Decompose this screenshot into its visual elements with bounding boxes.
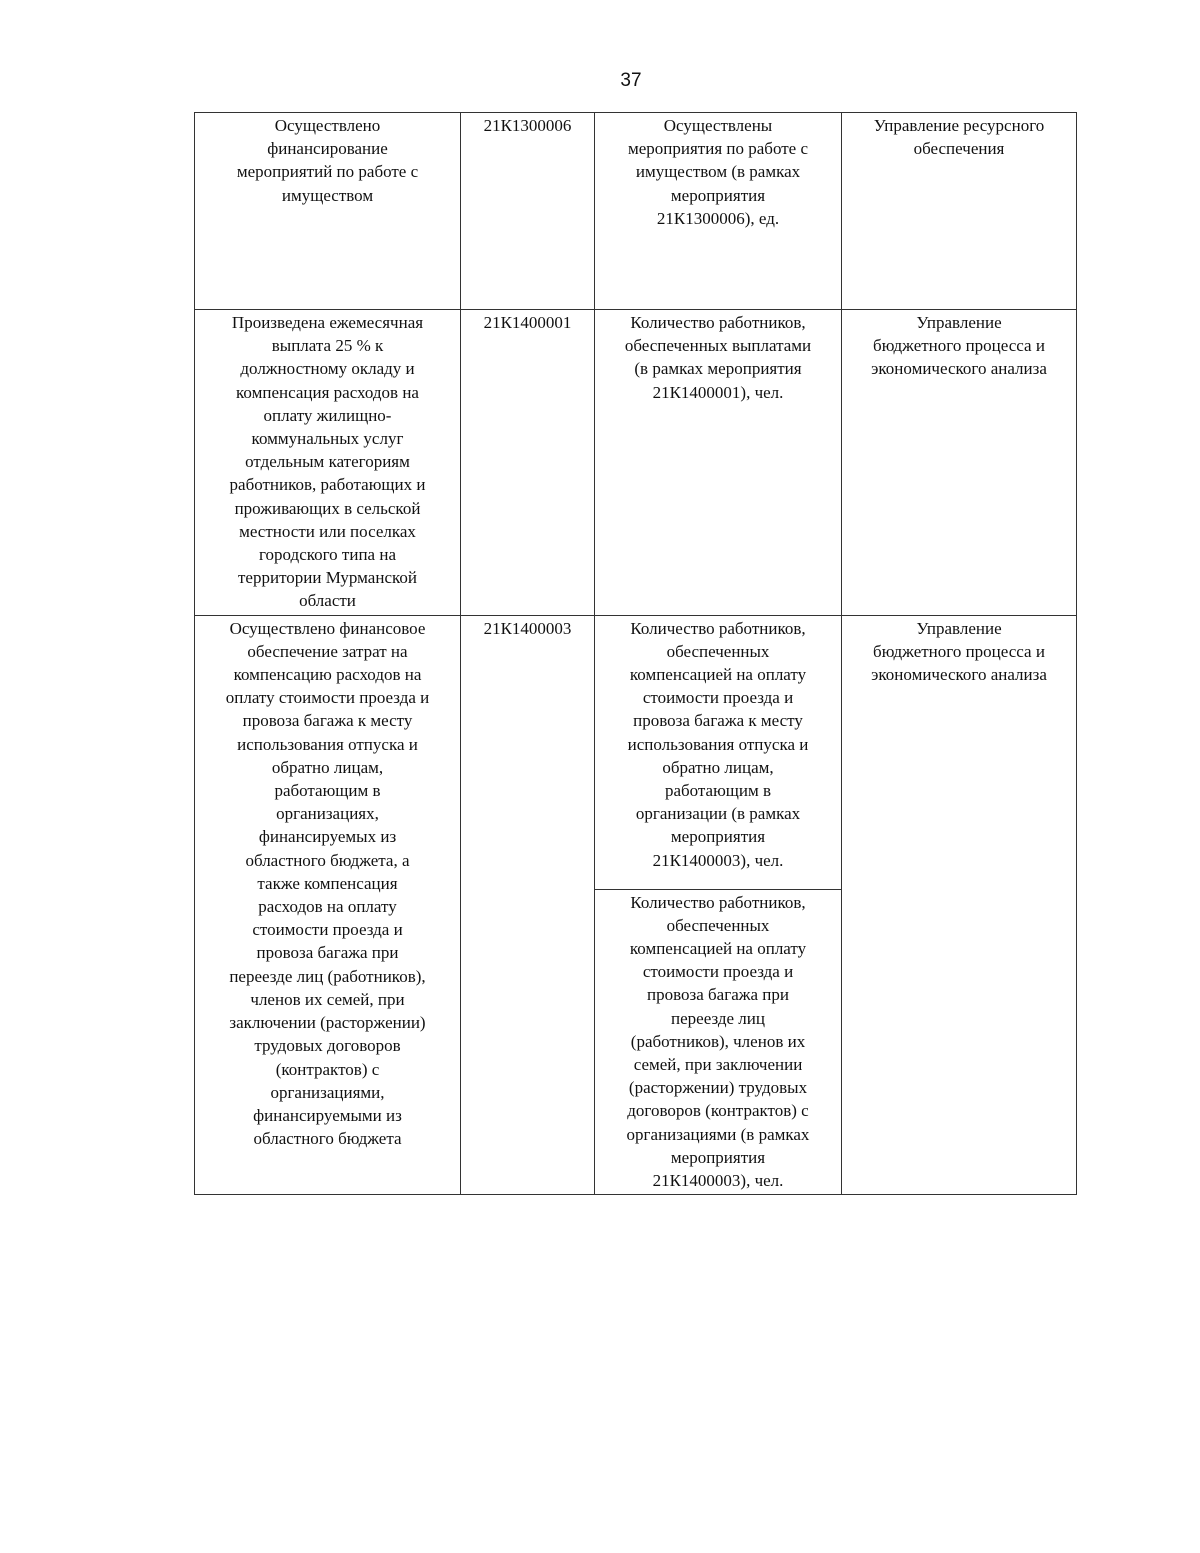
table-row xyxy=(195,310,1077,616)
table-row xyxy=(195,113,1077,310)
code-cell: 21К1400001 xyxy=(461,310,595,616)
responsible-cell: Управление ресурсного обеспечения xyxy=(842,113,1077,310)
page-number: 37 xyxy=(620,70,642,91)
table-row xyxy=(195,615,1077,889)
result-cell: Осуществлено финансирование мероприятий по работе с имуществом xyxy=(195,113,461,310)
indicator-cell: Количество работников, обеспеченных выплатами (в рамках мероприятия 21К1400001), чел. xyxy=(595,310,842,616)
document-table xyxy=(194,112,1077,1195)
code-cell: 21К1400003 xyxy=(461,615,595,1195)
result-cell: Произведена ежемесячная выплата 25 % к должностному окладу и компенсация расходов на оплату жилищно- коммунальных услуг отдельным категориям работников, работающих и проживающих в сельской местности или поселках городского типа на территории Мурманской области xyxy=(195,310,461,616)
indicator-cell: Количество работников, обеспеченных компенсацией на оплату стоимости проезда и провоза багажа при переезде лиц (работников), членов их семей, при заключении (расторжении) трудовых договоров (контрактов) с организациями (в рамках мероприятия 21К1400003), чел. xyxy=(595,889,842,1195)
result-cell: Осуществлено финансовое обеспечение затрат на компенсацию расходов на оплату стоимости проезда и провоза багажа к месту использования отпуска и обратно лицам, работающим в организациях, финансируемых из областного бюджета, а также компенсация расходов на оплату стоимости проезда и провоза багажа при переезде лиц (работников), членов их семей, при заключении (расторжении) трудовых договоров (контрактов) с организациями, финансируемыми из областного бюджета xyxy=(195,615,461,1195)
responsible-cell: Управление бюджетного процесса и экономического анализа xyxy=(842,310,1077,616)
code-cell: 21К1300006 xyxy=(461,113,595,310)
indicator-cell: Количество работников, обеспеченных компенсацией на оплату стоимости проезда и провоза багажа к месту использования отпуска и обратно лицам, работающим в организации (в рамках мероприятия 21К1400003), чел. xyxy=(595,615,842,889)
indicator-cell: Осуществлены мероприятия по работе с имуществом (в рамках мероприятия 21К1300006), ед. xyxy=(595,113,842,310)
responsible-cell: Управление бюджетного процесса и экономического анализа xyxy=(842,615,1077,1195)
